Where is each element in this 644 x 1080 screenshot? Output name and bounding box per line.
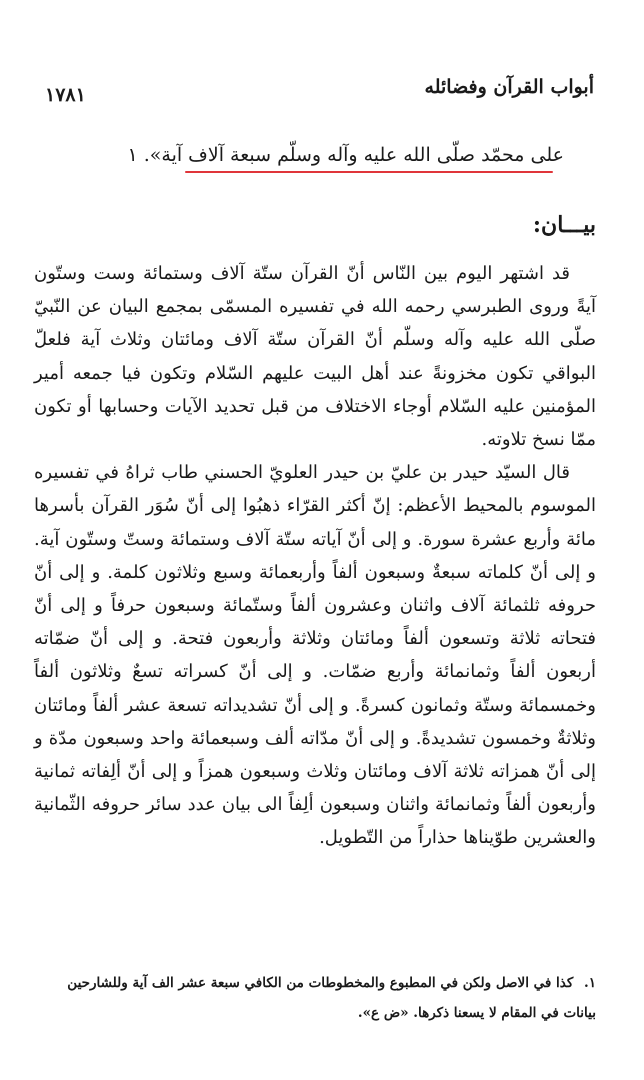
footnote-number: ١. [584,975,596,991]
page-number: ١٧٨١ [45,84,86,106]
running-header-title: أبواب القرآن وفضائله [424,76,594,98]
footnote [48,968,596,1028]
footnote-text: كذا في الاصل ولكن في المطبوع والمخطوطات من الكافي سبعة عشر الف آية وللشارحين بيانات في المقام لا يسعنا ذكرها. «ض ع». [67,975,596,1021]
paragraph: قد اشتهر اليوم بين النّاس أنّ القرآن ستّة آلاف وستمائة وست وستّون آيةً وروى الطبرسي رحمه الله في تفسيره المسمّى بمجمع البيان عن النّبيّ صلّى الله عليه وآله وسلّم أنّ القرآن ستّة آلاف ومائتان وثلاث آية فلعلّ البواقي تكون مخزونةً عند أهل البيت عليهم السّلام وتكون فيا جمعه أمير المؤمنين عليه السّلام أوجاء الاختلاف من قبل تحديد الآيات وحسابها أو تكون ممّا نسخ تلاوته. [34,263,596,451]
paragraph: قال السيّد حيدر بن عليّ بن حيدر العلويّ الحسني طاب ثراهُ في تفسيره الموسوم بالمحيط الأعظم: إنّ أكثر القرّاء ذهبُوا إلى أنّ سُوَر القرآن بأسرها مائة وأربع عشرة سورة. و إلى أنّ آياته ستّة آلاف وستمائة وستّ وستّون آية. و إلى أنّ كلماته سبعةٌ وسبعون ألفاً وأربعمائة وسبع وثلاثون كلمة. و إلى أنّ حروفه ثلثمائة آلاف واثنان وعشرون ألفاً وستّمائة وسبعون حرفاً و إلى أنّ فتحاته ثلاثة وتسعون ألفاً ومائتان وثلاثة وأربعون فتحة. و إلى أنّ ضمّاته أربعون ألفاً وثمانمائة وأربع ضمّات. و إلى أنّ كسراته تسعٌ وثلاثون ألفاً وخمسمائة وستّة وثمانون كسرةً. و إلى أنّ تشديداته تسعة عشر ألفاً ومائتان وثلاثةٌ وخمسون تشديدةً. و إلى أنّ مدّاته ألف وسبعمائة واحد وسبعون مدّة و إلى أنّ همزاته ثلاثة آلاف ومائتان وثلاث وسبعون همزاً و إلى أنّ ألِفاته ثمانية وأربعون ألفاً وثمانمائة واثنان وسبعون ألِفاً الى بيان عدد سائر حروفه الثّمانية والعشرين طوّيناها حذاراً من التّطويل. [34,462,596,849]
body-text [34,257,596,855]
continued-quote-line: على محمّد صلّى الله عليه وآله وسلّم سبعة آلاف آية». ١ [127,144,564,166]
section-heading: بيـــان: [532,212,596,238]
red-underline-mark [185,171,553,173]
